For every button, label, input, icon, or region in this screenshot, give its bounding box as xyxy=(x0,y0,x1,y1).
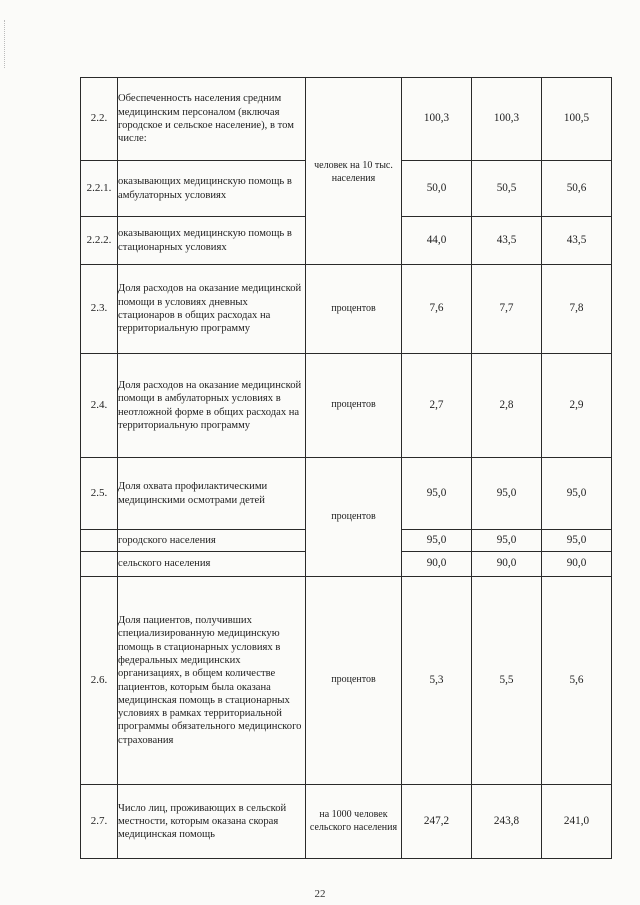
value: 7,8 xyxy=(569,302,584,315)
value-cell xyxy=(402,458,472,530)
value: 100,3 xyxy=(493,112,520,125)
table-row xyxy=(81,265,612,354)
value: 50,6 xyxy=(566,181,587,194)
table-row xyxy=(81,78,612,161)
value: 90,0 xyxy=(566,557,587,570)
indicators-table xyxy=(80,77,612,859)
value: 95,0 xyxy=(566,533,587,546)
value: 247,2 xyxy=(423,814,450,827)
row-description xyxy=(118,217,306,265)
unit-cell: процентов xyxy=(306,265,402,354)
value-cell xyxy=(402,78,472,161)
row-description-text: сельского населения xyxy=(118,558,211,570)
row-number: 2.3. xyxy=(81,265,118,354)
row-description xyxy=(118,577,306,785)
unit-cell: процентов xyxy=(306,458,402,577)
value: 95,0 xyxy=(426,486,447,499)
value-cell xyxy=(542,552,612,577)
row-number xyxy=(81,552,118,577)
value-cell xyxy=(402,161,472,217)
value-cell xyxy=(472,577,542,785)
value-cell xyxy=(542,577,612,785)
row-description-text: оказывающих медицинскую помощь в стационарных условиях xyxy=(118,228,292,253)
value-cell xyxy=(472,161,542,217)
value: 2,7 xyxy=(429,398,444,411)
row-description xyxy=(118,354,306,458)
value-cell xyxy=(402,265,472,354)
value: 100,5 xyxy=(563,112,590,125)
value: 2,9 xyxy=(569,398,584,411)
row-description-text: Число лиц, проживающих в сельской местности, которым оказана скорая медицинская помощь xyxy=(118,802,287,841)
row-number: 2.2.2. xyxy=(81,217,118,265)
unit-cell: процентов xyxy=(306,577,402,785)
row-description-text: Обеспеченность населения средним медицинским персоналом (включая городское и сельское население), в том числе: xyxy=(118,93,294,145)
row-description xyxy=(118,161,306,217)
value: 5,3 xyxy=(429,673,444,686)
value-cell xyxy=(402,354,472,458)
value: 100,3 xyxy=(423,112,450,125)
value-cell xyxy=(472,217,542,265)
row-description xyxy=(118,785,306,859)
row-number: 2.2. xyxy=(81,78,118,161)
table-row xyxy=(81,785,612,859)
value: 7,6 xyxy=(429,302,444,315)
value-cell xyxy=(472,458,542,530)
row-description-text: Доля охвата профилактическими медицинскими осмотрами детей xyxy=(118,481,268,506)
row-description-text: Доля пациентов, получивших специализированную медицинскую помощь в стационарных условиях в федеральных медицинских организациях, в общем количестве пациентов, которым была оказана медицинская помощь в стационарных условиях в рамках территориальной программы обязательного медицинского страхования xyxy=(118,615,302,746)
value: 241,0 xyxy=(563,814,590,827)
value-cell xyxy=(542,785,612,859)
value: 43,5 xyxy=(566,233,587,246)
value-cell xyxy=(542,530,612,552)
unit-cell: процентов xyxy=(306,354,402,458)
table-row xyxy=(81,458,612,530)
row-number: 2.2.1. xyxy=(81,161,118,217)
row-description xyxy=(118,552,306,577)
value-cell xyxy=(472,530,542,552)
value: 95,0 xyxy=(496,533,517,546)
margin-mark xyxy=(4,20,7,68)
value-cell xyxy=(472,552,542,577)
value-cell xyxy=(402,530,472,552)
table-row xyxy=(81,577,612,785)
row-number: 2.6. xyxy=(81,577,118,785)
value-cell xyxy=(542,354,612,458)
row-description-text: городского населения xyxy=(118,534,216,546)
row-number: 2.7. xyxy=(81,785,118,859)
value-cell xyxy=(542,161,612,217)
table-row xyxy=(81,354,612,458)
unit-cell: на 1000 человек сельского населения xyxy=(306,785,402,859)
value-cell xyxy=(542,458,612,530)
row-description-text: Доля расходов на оказание медицинской помощи в условиях дневных стационаров в общих расходах на территориальную программу xyxy=(118,283,302,335)
row-description xyxy=(118,530,306,552)
page-number: 22 xyxy=(314,888,326,900)
value-cell xyxy=(402,552,472,577)
value: 43,5 xyxy=(496,233,517,246)
value: 7,7 xyxy=(499,302,514,315)
value-cell xyxy=(542,265,612,354)
value-cell xyxy=(472,78,542,161)
row-number xyxy=(81,530,118,552)
row-number: 2.4. xyxy=(81,354,118,458)
row-description-text: оказывающих медицинскую помощь в амбулаторных условиях xyxy=(118,176,292,201)
value: 95,0 xyxy=(566,486,587,499)
row-number: 2.5. xyxy=(81,458,118,530)
value: 50,0 xyxy=(426,181,447,194)
value-cell xyxy=(542,217,612,265)
value-cell xyxy=(402,785,472,859)
value-cell xyxy=(542,78,612,161)
row-description xyxy=(118,265,306,354)
value-cell xyxy=(402,217,472,265)
value-cell xyxy=(472,265,542,354)
value: 90,0 xyxy=(496,557,517,570)
value-cell xyxy=(472,785,542,859)
value: 50,5 xyxy=(496,181,517,194)
row-description-text: Доля расходов на оказание медицинской помощи в амбулаторных условиях в неотложной форме в общих расходах на территориальную программу xyxy=(118,379,302,431)
value: 5,6 xyxy=(569,673,584,686)
value: 95,0 xyxy=(496,486,517,499)
row-description xyxy=(118,458,306,530)
value: 44,0 xyxy=(426,233,447,246)
value: 90,0 xyxy=(426,557,447,570)
value-cell xyxy=(402,577,472,785)
row-description xyxy=(118,78,306,161)
value-cell xyxy=(472,354,542,458)
unit-cell: человек на 10 тыс. населения xyxy=(306,78,402,265)
value: 5,5 xyxy=(499,673,514,686)
value: 243,8 xyxy=(493,814,520,827)
value: 2,8 xyxy=(499,398,514,411)
value: 95,0 xyxy=(426,533,447,546)
